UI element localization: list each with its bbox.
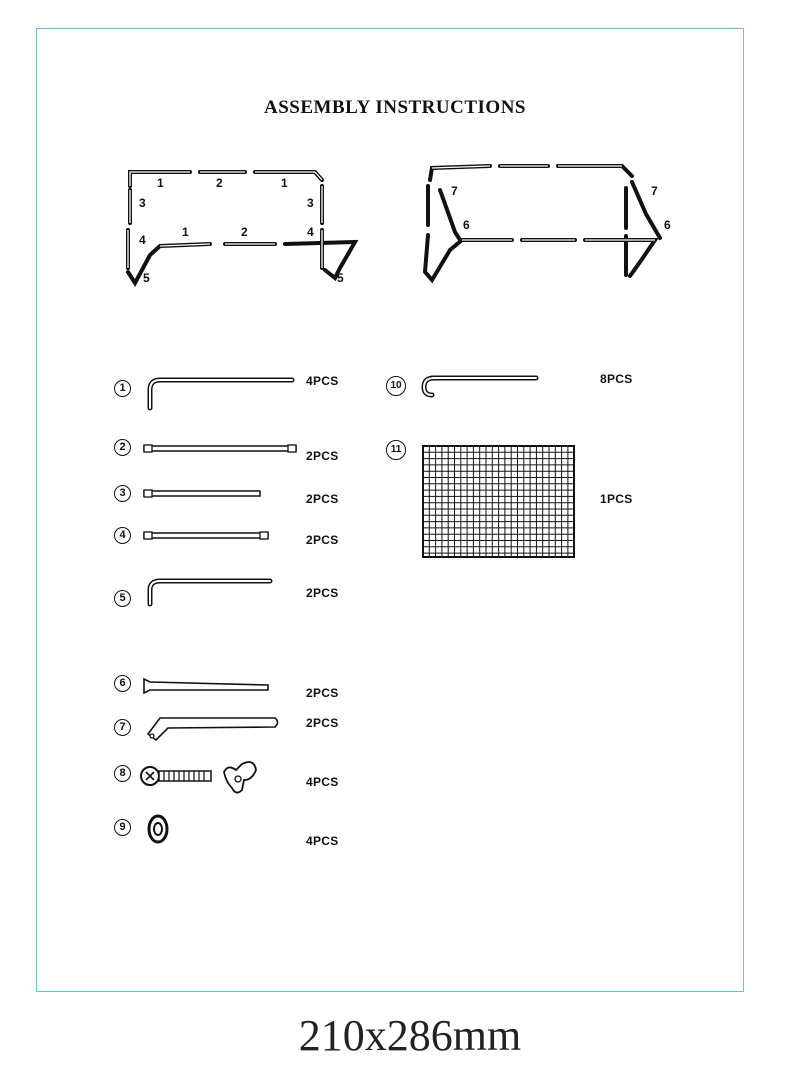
- part-11-quantity: 1PCS: [600, 492, 633, 506]
- part-4-drawing: [144, 532, 268, 539]
- diagram-label-6-right: 6: [664, 218, 671, 232]
- part-10-quantity: 8PCS: [600, 372, 633, 386]
- part-number-2: 2: [114, 439, 131, 456]
- part-number-6: 6: [114, 675, 131, 692]
- part-number-5: 5: [114, 590, 131, 607]
- part-4-quantity: 2PCS: [306, 533, 339, 547]
- part-6-quantity: 2PCS: [306, 686, 339, 700]
- part-2-drawing: [144, 445, 296, 452]
- part-10-drawing: [424, 378, 536, 395]
- part-number-3: 3: [114, 485, 131, 502]
- diagram-label-4-right: 4: [307, 225, 314, 239]
- part-6-drawing: [144, 679, 268, 693]
- diagram-label-6-left: 6: [463, 218, 470, 232]
- part-number-10: 10: [386, 376, 406, 396]
- diagram-label-4-left: 4: [139, 233, 146, 247]
- diagram-label-2-top: 2: [216, 176, 223, 190]
- diagram-label-7-left: 7: [451, 184, 458, 198]
- part-9-quantity: 4PCS: [306, 834, 339, 848]
- diagram-label-1-top-right: 1: [281, 176, 288, 190]
- part-3-quantity: 2PCS: [306, 492, 339, 506]
- part-5-drawing: [150, 581, 270, 604]
- diagram-label-1-bottom: 1: [182, 225, 189, 239]
- size-caption: 210x286mm: [298, 1011, 522, 1060]
- part-number-8: 8: [114, 765, 131, 782]
- part-7-quantity: 2PCS: [306, 716, 339, 730]
- diagram-label-3-right: 3: [307, 196, 314, 210]
- part-5-quantity: 2PCS: [306, 586, 339, 600]
- part-number-4: 4: [114, 527, 131, 544]
- part-number-7: 7: [114, 719, 131, 736]
- page-title: ASSEMBLY INSTRUCTIONS: [264, 97, 526, 118]
- diagram-label-5-left: 5: [143, 271, 150, 285]
- diagram-label-3-left: 3: [139, 196, 146, 210]
- part-8-drawing: [141, 762, 256, 793]
- part-8-quantity: 4PCS: [306, 775, 339, 789]
- part-1-drawing: [150, 380, 292, 408]
- diagram-label-7-right: 7: [651, 184, 658, 198]
- part-number-1: 1: [114, 380, 131, 397]
- part-1-quantity: 4PCS: [306, 374, 339, 388]
- part-2-quantity: 2PCS: [306, 449, 339, 463]
- diagram-label-2-bottom: 2: [241, 225, 248, 239]
- part-9-drawing: [149, 816, 167, 842]
- part-7-drawing: [148, 718, 278, 740]
- part-number-9: 9: [114, 819, 131, 836]
- diagram-label-1-top-left: 1: [157, 176, 164, 190]
- part-3-drawing: [144, 490, 260, 497]
- part-number-11: 11: [386, 440, 406, 460]
- part-11-net-drawing: [423, 446, 574, 557]
- diagram-label-5-right: 5: [337, 271, 344, 285]
